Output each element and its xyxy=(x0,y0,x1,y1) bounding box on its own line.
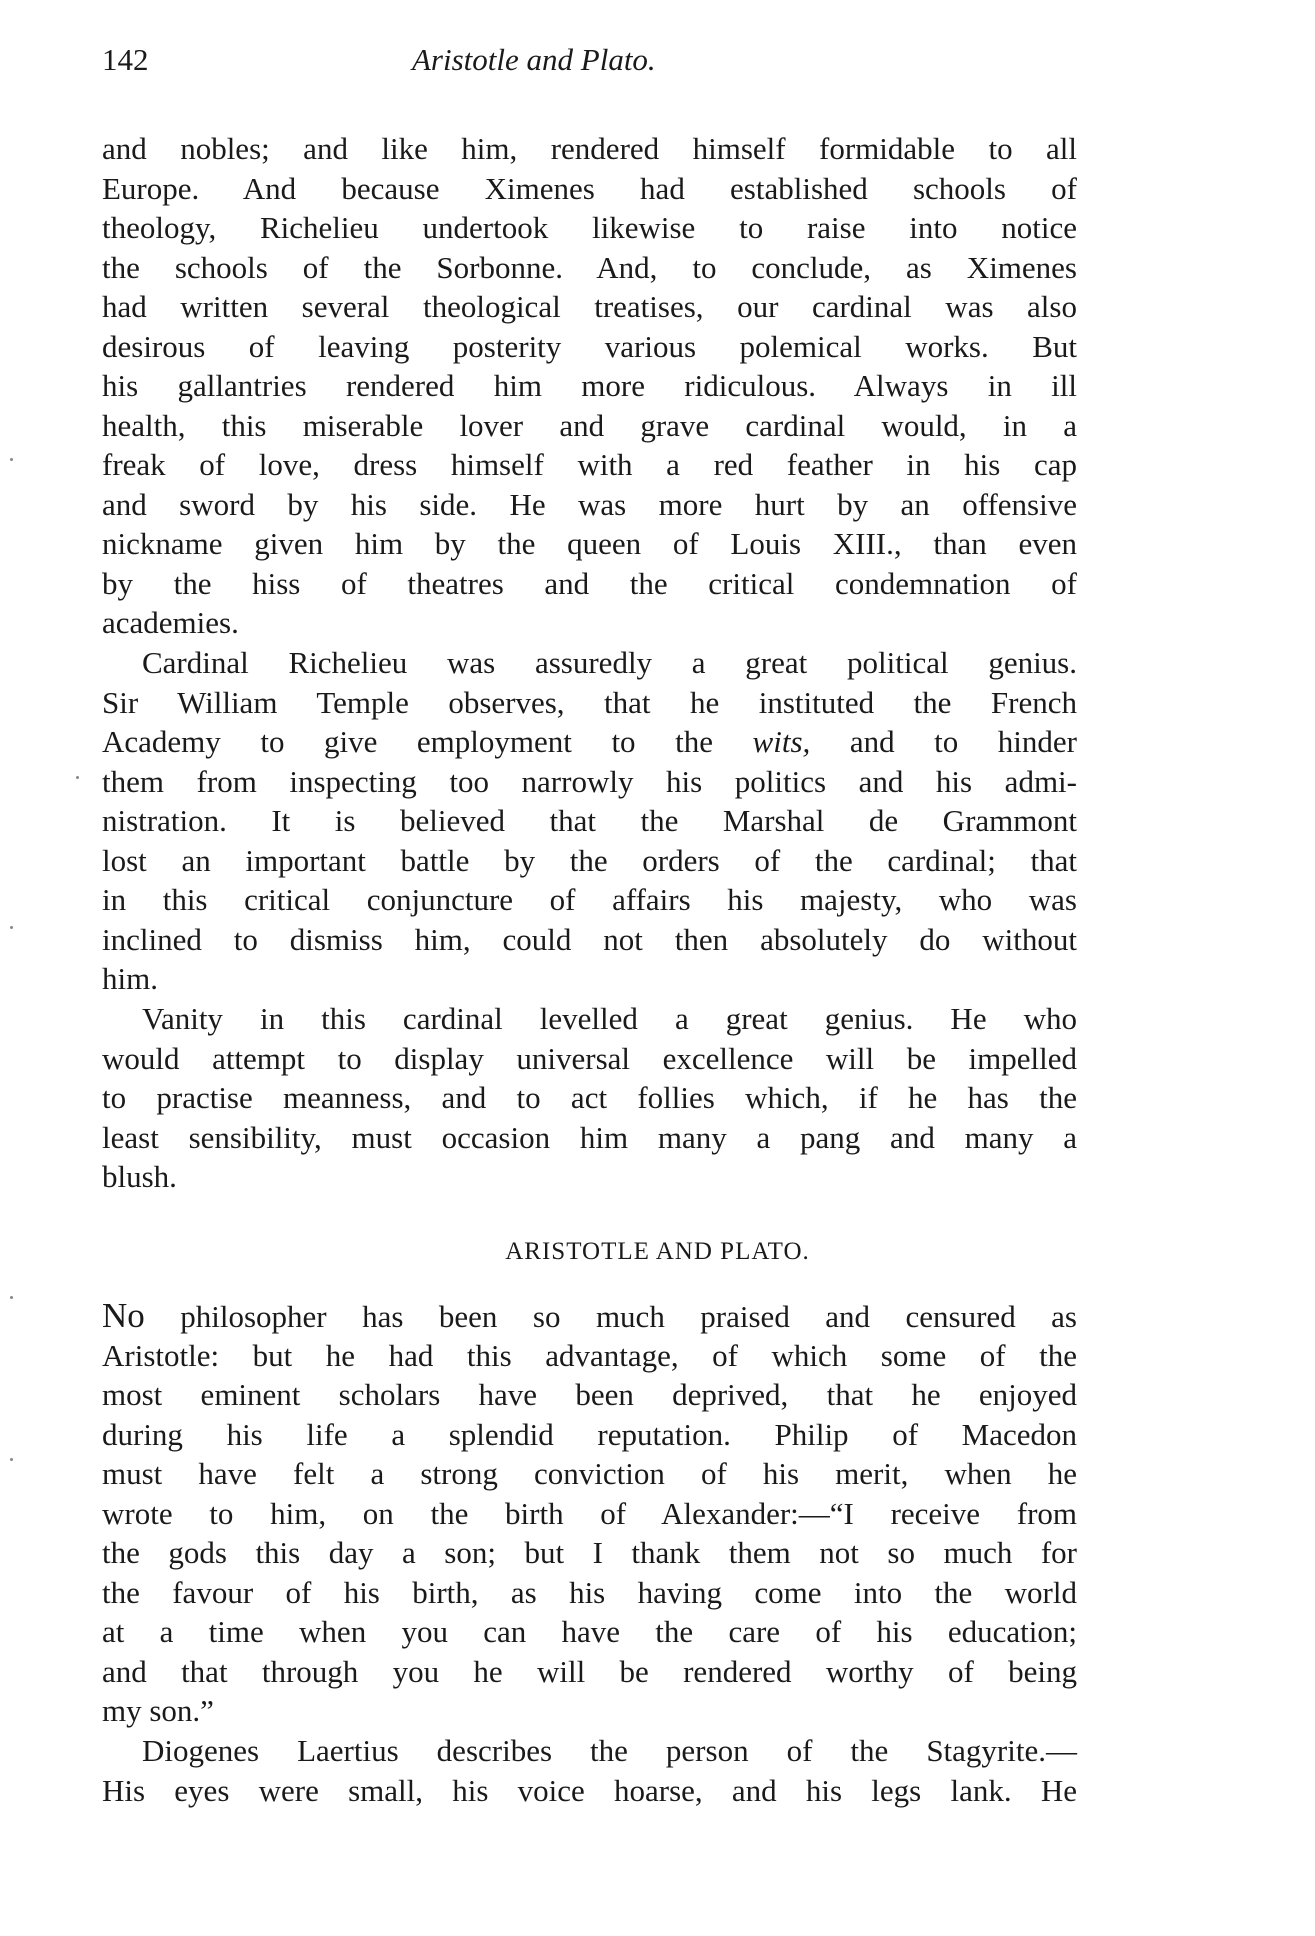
text-line: Sir William Temple observes, that he instituted the French xyxy=(102,684,1077,720)
text-line: most eminent scholars have been deprived, that he enjoyed xyxy=(102,1377,1077,1412)
text-line xyxy=(102,1296,1077,1336)
italic-word: wits, xyxy=(752,724,811,759)
text-line: blush. xyxy=(102,1159,177,1194)
text-line: would attempt to display universal excellence will be impelled xyxy=(102,1040,1077,1076)
text-line: the favour of his birth, as his having come into the world xyxy=(102,1574,1077,1610)
text-line: by the hiss of theatres and the critical condemnation of xyxy=(102,565,1077,601)
page-number: 142 xyxy=(102,42,149,77)
text-run: philosopher has been so much praised and censured as xyxy=(144,1299,1077,1334)
text-line: at a time when you can have the care of his education; xyxy=(102,1614,1077,1649)
margin-speck xyxy=(76,776,79,779)
paragraph-diogenes xyxy=(102,1731,1077,1810)
text-line: and sword by his side. He was more hurt by an offensive xyxy=(102,486,1077,522)
text-line: least sensibility, must occasion him many a pang and many a xyxy=(102,1119,1077,1155)
text-line: nistration. It is believed that the Marshal de Grammont xyxy=(102,803,1077,838)
text-line: Cardinal Richelieu was assuredly a great political genius. xyxy=(142,645,1077,680)
text-line: and that through you he will be rendered worthy of being xyxy=(102,1653,1077,1689)
section-heading: ARISTOTLE AND PLATO. xyxy=(505,1238,810,1265)
text-line: Europe. And because Ximenes had established schools of xyxy=(102,170,1077,206)
text-line: lost an important battle by the orders of the cardinal; that xyxy=(102,842,1077,878)
paragraph-richelieu-genius xyxy=(102,643,1077,999)
text-line: Aristotle: but he had this advantage, of which some of the xyxy=(102,1337,1077,1373)
text-line: health, this miserable lover and grave cardinal would, in a xyxy=(102,407,1077,443)
margin-speck xyxy=(10,1296,13,1299)
text-run: Academy to give employment to the xyxy=(102,724,753,759)
text-line: His eyes were small, his voice hoarse, and his legs lank. He xyxy=(102,1772,1077,1808)
text-line: wrote to him, on the birth of Alexander:—“I receive from xyxy=(102,1495,1077,1531)
text-line: to practise meanness, and to act follies which, if he has the xyxy=(102,1080,1077,1115)
paragraph-vanity xyxy=(102,999,1077,1197)
paragraph-richelieu-continued xyxy=(102,129,1077,643)
initial-word: No xyxy=(102,1296,145,1335)
text-line: Vanity in this cardinal levelled a great genius. He who xyxy=(142,1001,1077,1036)
text-line: theology, Richelieu undertook likewise to raise into notice xyxy=(102,210,1077,245)
text-line: them from inspecting too narrowly his politics and his admi- xyxy=(102,763,1077,799)
text-line: nickname given him by the queen of Louis XIII., than even xyxy=(102,526,1077,561)
text-line: the schools of the Sorbonne. And, to conclude, as Ximenes xyxy=(102,249,1077,285)
text-line: during his life a splendid reputation. Philip of Macedon xyxy=(102,1416,1077,1452)
text-line: Diogenes Laertius describes the person of the Stagyrite.— xyxy=(142,1733,1077,1768)
running-head xyxy=(102,42,1072,92)
text-line: my son.” xyxy=(102,1693,214,1728)
paragraph-aristotle-praise xyxy=(102,1296,1077,1731)
text-line: academies. xyxy=(102,605,239,640)
text-line: must have felt a strong conviction of his merit, when he xyxy=(102,1456,1077,1491)
margin-speck xyxy=(10,1458,13,1461)
text-line: and nobles; and like him, rendered himself formidable to all xyxy=(102,131,1077,166)
text-line: in this critical conjuncture of affairs his majesty, who was xyxy=(102,882,1077,917)
text-run: and to hinder xyxy=(810,724,1077,759)
text-line: the gods this day a son; but I thank them not so much for xyxy=(102,1535,1077,1570)
text-line: freak of love, dress himself with a red feather in his cap xyxy=(102,447,1077,482)
text-line-with-italic xyxy=(102,722,1077,762)
text-line: had written several theological treatises, our cardinal was also xyxy=(102,289,1077,324)
text-line: his gallantries rendered him more ridiculous. Always in ill xyxy=(102,368,1077,403)
margin-speck xyxy=(10,458,13,461)
text-line: inclined to dismiss him, could not then absolutely do without xyxy=(102,921,1077,957)
text-line: desirous of leaving posterity various polemical works. But xyxy=(102,328,1077,364)
running-title: Aristotle and Plato. xyxy=(412,42,656,77)
text-line: him. xyxy=(102,961,158,996)
margin-speck xyxy=(10,926,13,929)
